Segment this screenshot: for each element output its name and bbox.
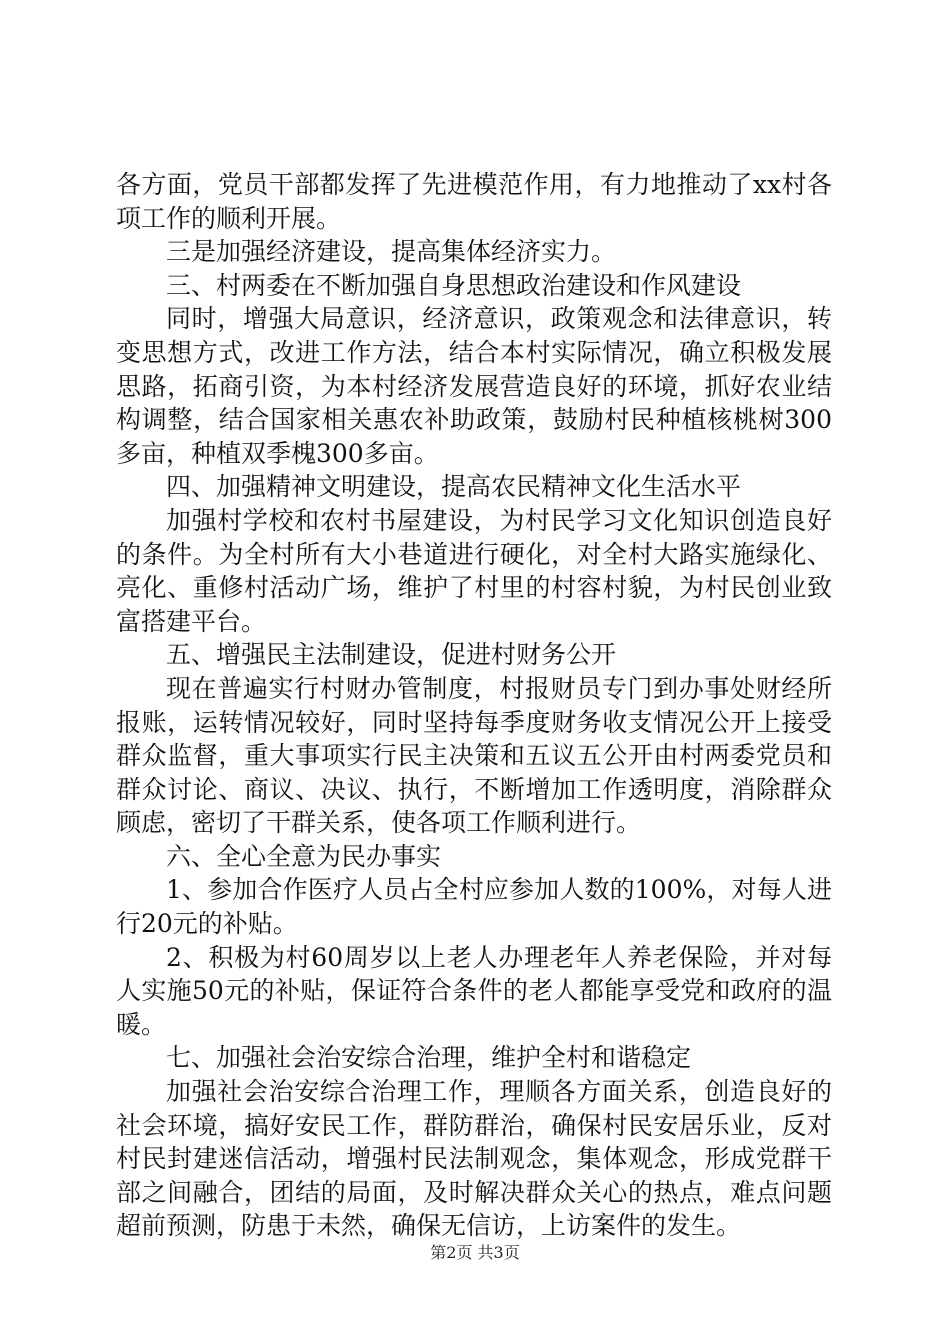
paragraph-section-4: 加强村学校和农村书屋建设，为村民学习文化知识创造良好的条件。为全村所有大小巷道进行硬化，对全村大路实施绿化、亮化、重修村活动广场，维护了村里的村容村貌，为村民创业致富搭建平台。 [116,505,832,636]
list-item-pension: 2、积极为村60周岁以上老人办理老年人养老保险，并对每人实施50元的补贴，保证符合条件的老人都能享受党和政府的温暖。 [116,942,832,1039]
page-footer: 第2页 共3页 [430,1243,520,1262]
section-heading-4: 四、加强精神文明建设，提高农民精神文化生活水平 [166,472,742,502]
section-heading-3: 三、村两委在不断加强自身思想政治建设和作风建设 [166,270,742,300]
paragraph-continued: 各方面，党员干部都发挥了先进模范作用，有力地推动了xx村各项工作的顺利开展。 [116,170,832,233]
section-heading-5: 五、增强民主法制建设，促进村财务公开 [166,640,617,670]
document-body [116,168,832,1243]
list-item-medical: 1、参加合作医疗人员占全村应参加人数的100%，对每人进行20元的补贴。 [116,875,832,939]
paragraph-section-7: 加强社会治安综合治理工作，理顺各方面关系，创造良好的社会环境，搞好安民工作，群防群治，确保村民安居乐业，反对村民封建迷信活动，增强村民法制观念，集体观念，形成党群干部之间融合，团结的局面，及时解决群众关心的热点，难点问题超前预测，防患于未然，确保无信访，上访案件的发生。 [116,1077,832,1241]
paragraph-section-5: 现在普遍实行村财办管制度，村报财员专门到办事处财经所报账，运转情况较好，同时坚持每季度财务收支情况公开上接受群众监督，重大事项实行民主决策和五议五公开由村两委党员和群众讨论、商议、决议、执行，不断增加工作透明度，消除群众顾虑，密切了干群关系，使各项工作顺利进行。 [116,673,832,838]
section-heading-6: 六、全心全意为民办事实 [166,841,442,871]
paragraph-economy-point: 三是加强经济建设，提高集体经济实力。 [166,237,617,267]
section-heading-7: 七、加强社会治安综合治理，维护全村和谐稳定 [166,1043,692,1073]
paragraph-section-3: 同时，增强大局意识，经济意识，政策观念和法律意识，转变思想方式，改进工作方法，结合本村实际情况，确立积极发展思路，拓商引资，为本村经济发展营造良好的环境，抓好农业结构调整，结合国家相关惠农补助政策，鼓励村民种植核桃树300多亩，种植双季槐300多亩。 [116,304,832,468]
